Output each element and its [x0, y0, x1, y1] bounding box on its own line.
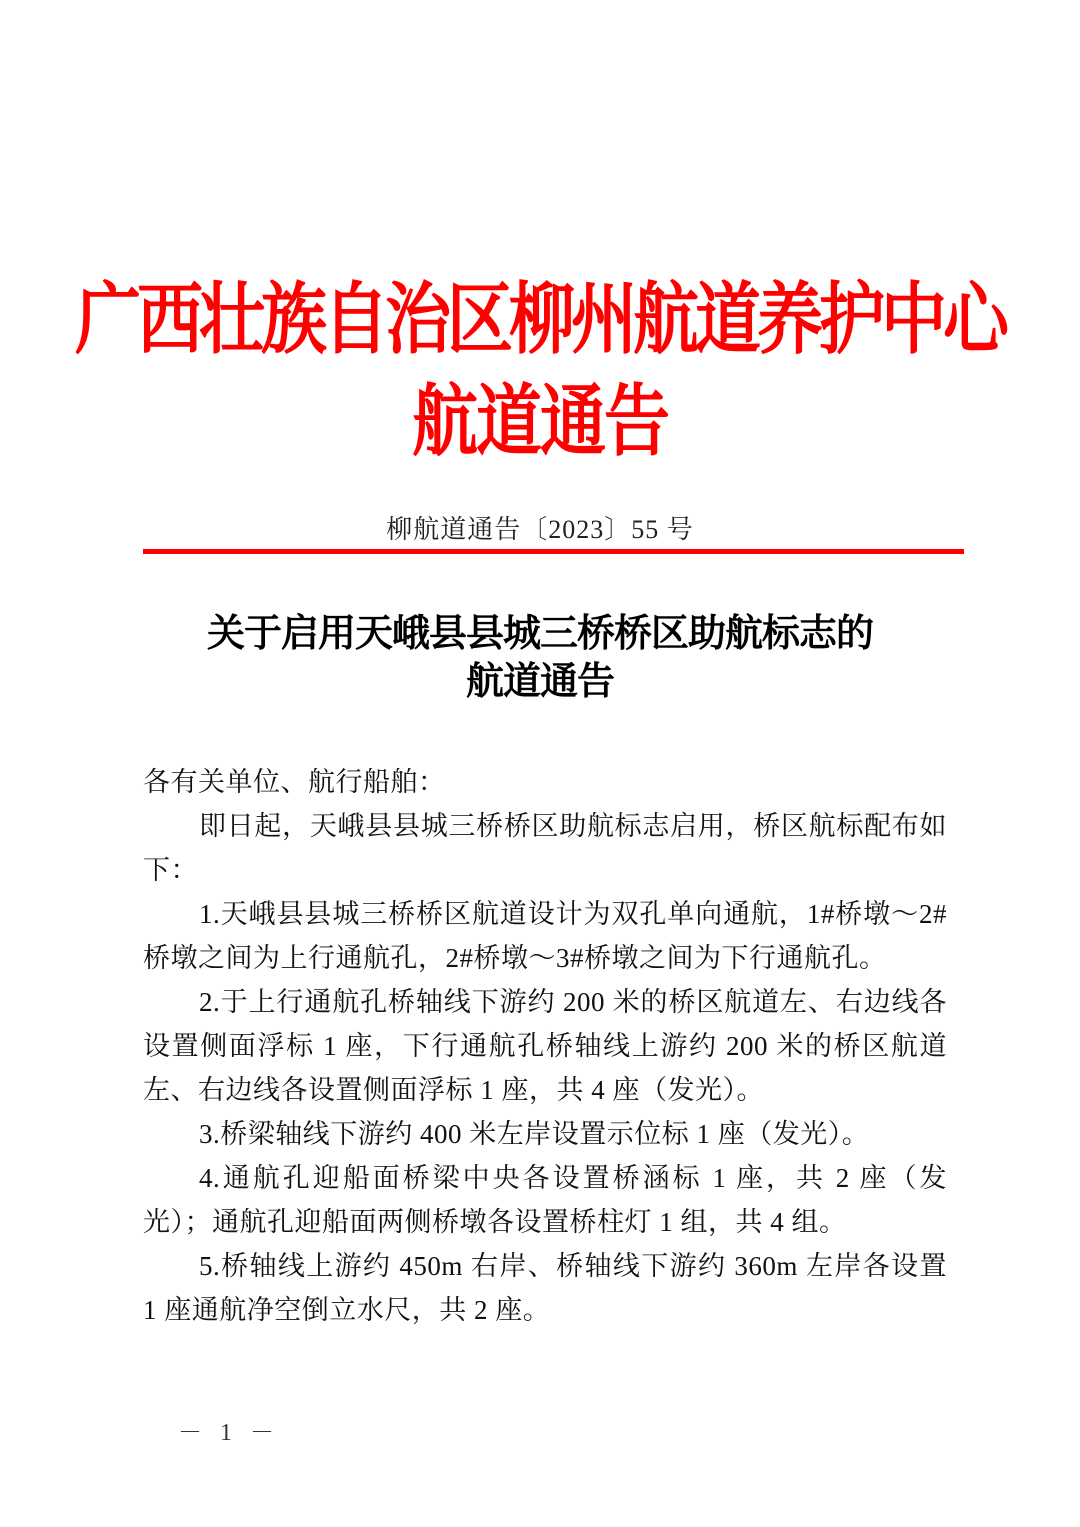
notice-body: [143, 760, 947, 1332]
item-3: 3.桥梁轴线下游约 400 米左岸设置示位标 1 座（发光）。: [199, 1119, 870, 1149]
red-divider-rule: [143, 549, 964, 554]
document-number: 柳航道通告〔2023〕55 号: [386, 515, 694, 544]
agency-name: 广西壮族自治区柳州航道养护中心: [75, 277, 1005, 364]
notice-title-line-2: 航道通告: [465, 661, 614, 703]
item-2: 2.于上行通航孔桥轴线下游约 200 米的桥区航道左、右边线各设置侧面浮标 1 座，下行通航孔桥轴线上游约 200 米的桥区航道左、右边线各设置侧面浮标 1 座，共 4 座（发光）。: [143, 987, 947, 1105]
item-4: 4.通航孔迎船面桥梁中央各设置桥涵标 1 座，共 2 座（发光）；通航孔迎船面两侧桥墩各设置桥柱灯 1 组，共 4 组。: [143, 1163, 947, 1237]
notice-title: [0, 610, 1080, 706]
item-5: 5.桥轴线上游约 450m 右岸、桥轴线下游约 360m 左岸各设置 1 座通航净空倒立水尺，共 2 座。: [143, 1251, 947, 1325]
notice-title-line-1: 关于启用天峨县县城三桥桥区助航标志的: [206, 613, 873, 655]
document-type-heading: 航道通告: [412, 379, 668, 466]
salutation: 各有关单位、航行船舶：: [143, 767, 446, 797]
intro-paragraph: 即日起，天峨县县城三桥桥区助航标志启用，桥区航标配布如下：: [143, 811, 947, 885]
page-number: － 1 －: [178, 1420, 280, 1446]
item-1: 1.天峨县县城三桥桥区航道设计为双孔单向通航，1#桥墩～2#桥墩之间为上行通航孔，2#桥墩～3#桥墩之间为下行通航孔。: [143, 899, 947, 973]
